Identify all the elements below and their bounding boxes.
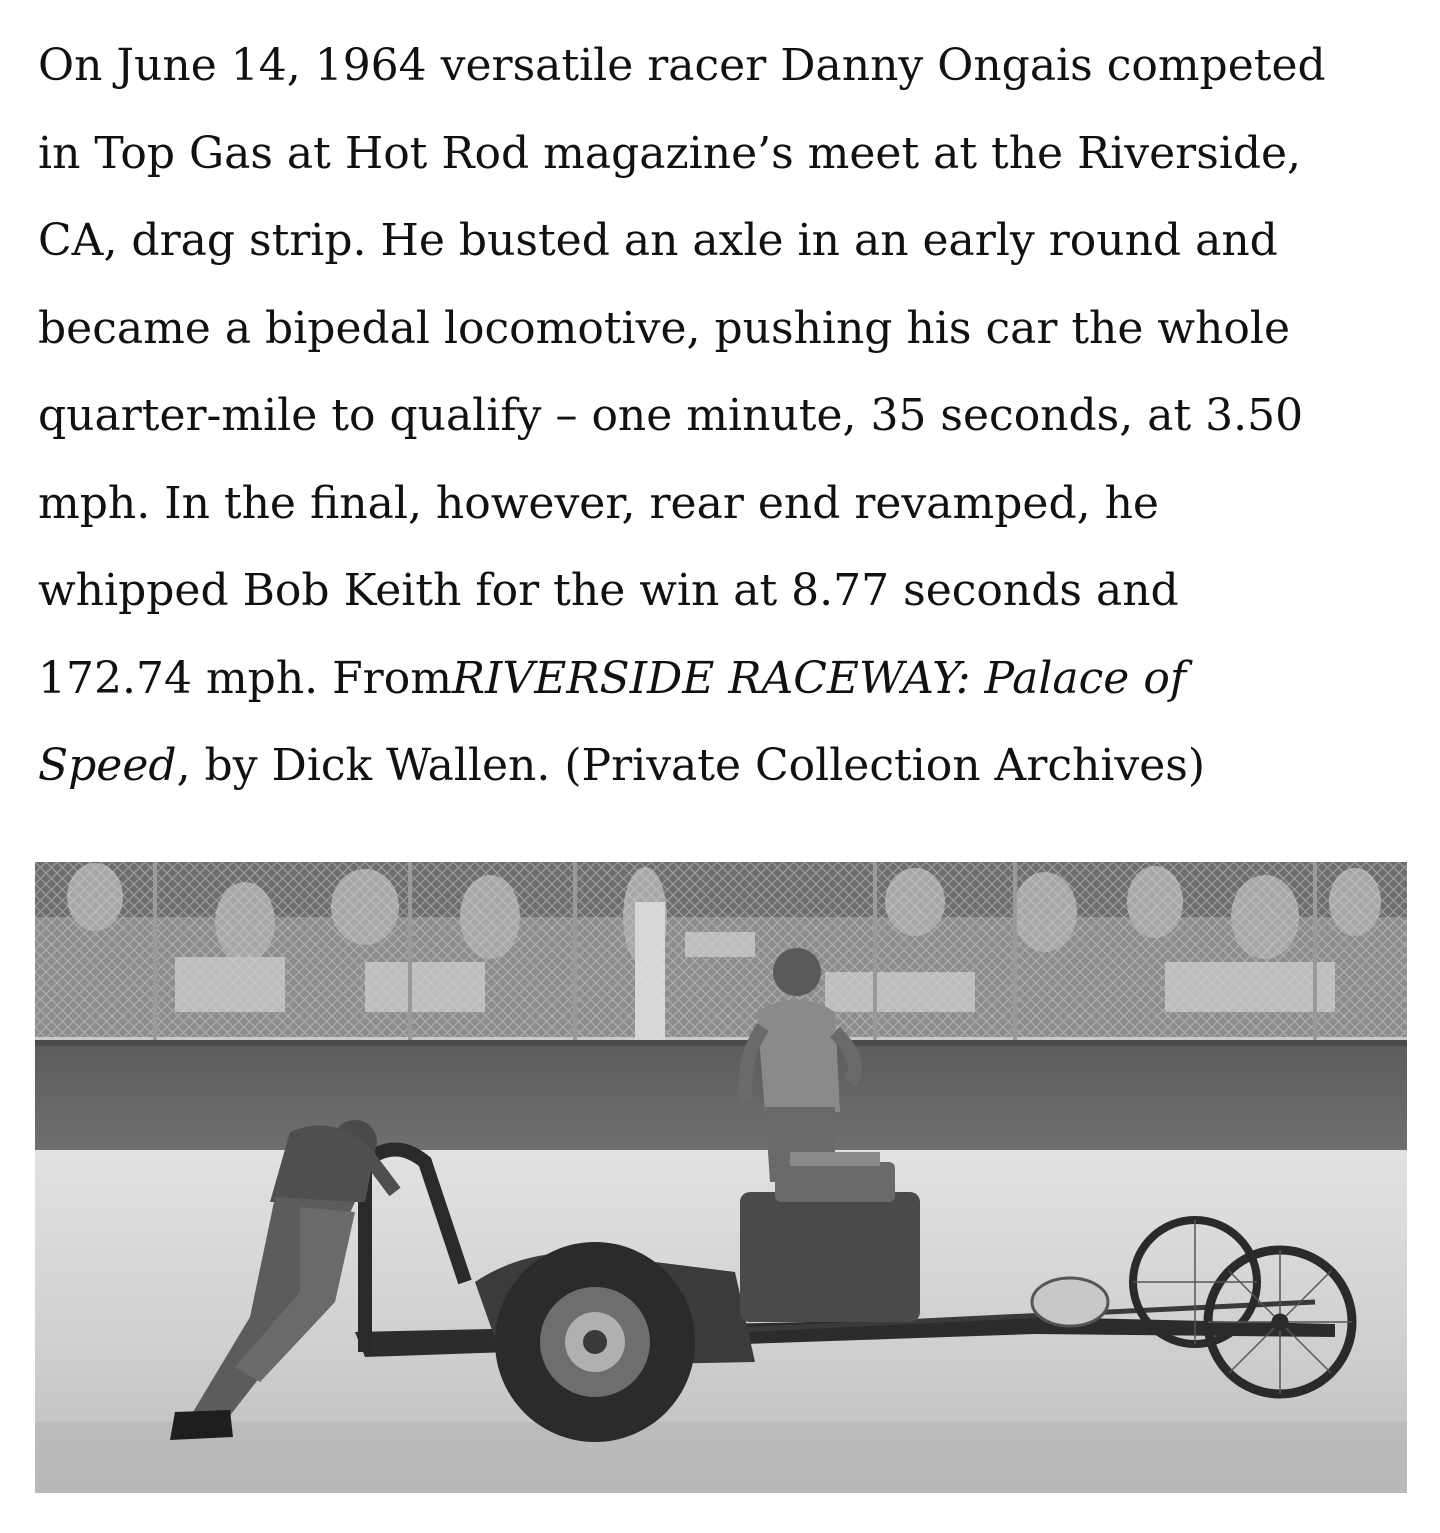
book-title-part-2: Speed [38,740,177,791]
caption-line-8-prefix: 172.74 mph. From [38,652,452,704]
caption-line-9 [38,722,1418,810]
caption-line-6: mph. In the final, however, rear end revamped, he [38,477,1159,529]
book-title-part-1: RIVERSIDE RACEWAY: Palace of [451,652,1187,704]
caption-line-8 [38,635,1418,723]
caption-line-9-suffix: , by Dick Wallen. (Private Collection Archives) [176,740,1206,791]
article-caption [38,22,1418,810]
caption-line-3: CA, drag strip. He busted an axle in an early round and [38,215,1278,266]
caption-line-7: whipped Bob Keith for the win at 8.77 seconds and [38,565,1179,616]
dragster-photo [35,862,1407,1493]
retaining-wall [35,1040,1407,1152]
caption-line-1: On June 14, 1964 versatile racer Danny Ongais competed [38,40,1326,91]
caption-line-4: became a bipedal locomotive, pushing his car the whole [38,302,1290,354]
caption-line-2: in Top Gas at Hot Rod magazine’s meet at the Riverside, [38,127,1302,179]
crowd-background [35,862,1407,1042]
caption-line-5: quarter-mile to qualify – one minute, 35 seconds, at 3.50 [38,390,1304,441]
